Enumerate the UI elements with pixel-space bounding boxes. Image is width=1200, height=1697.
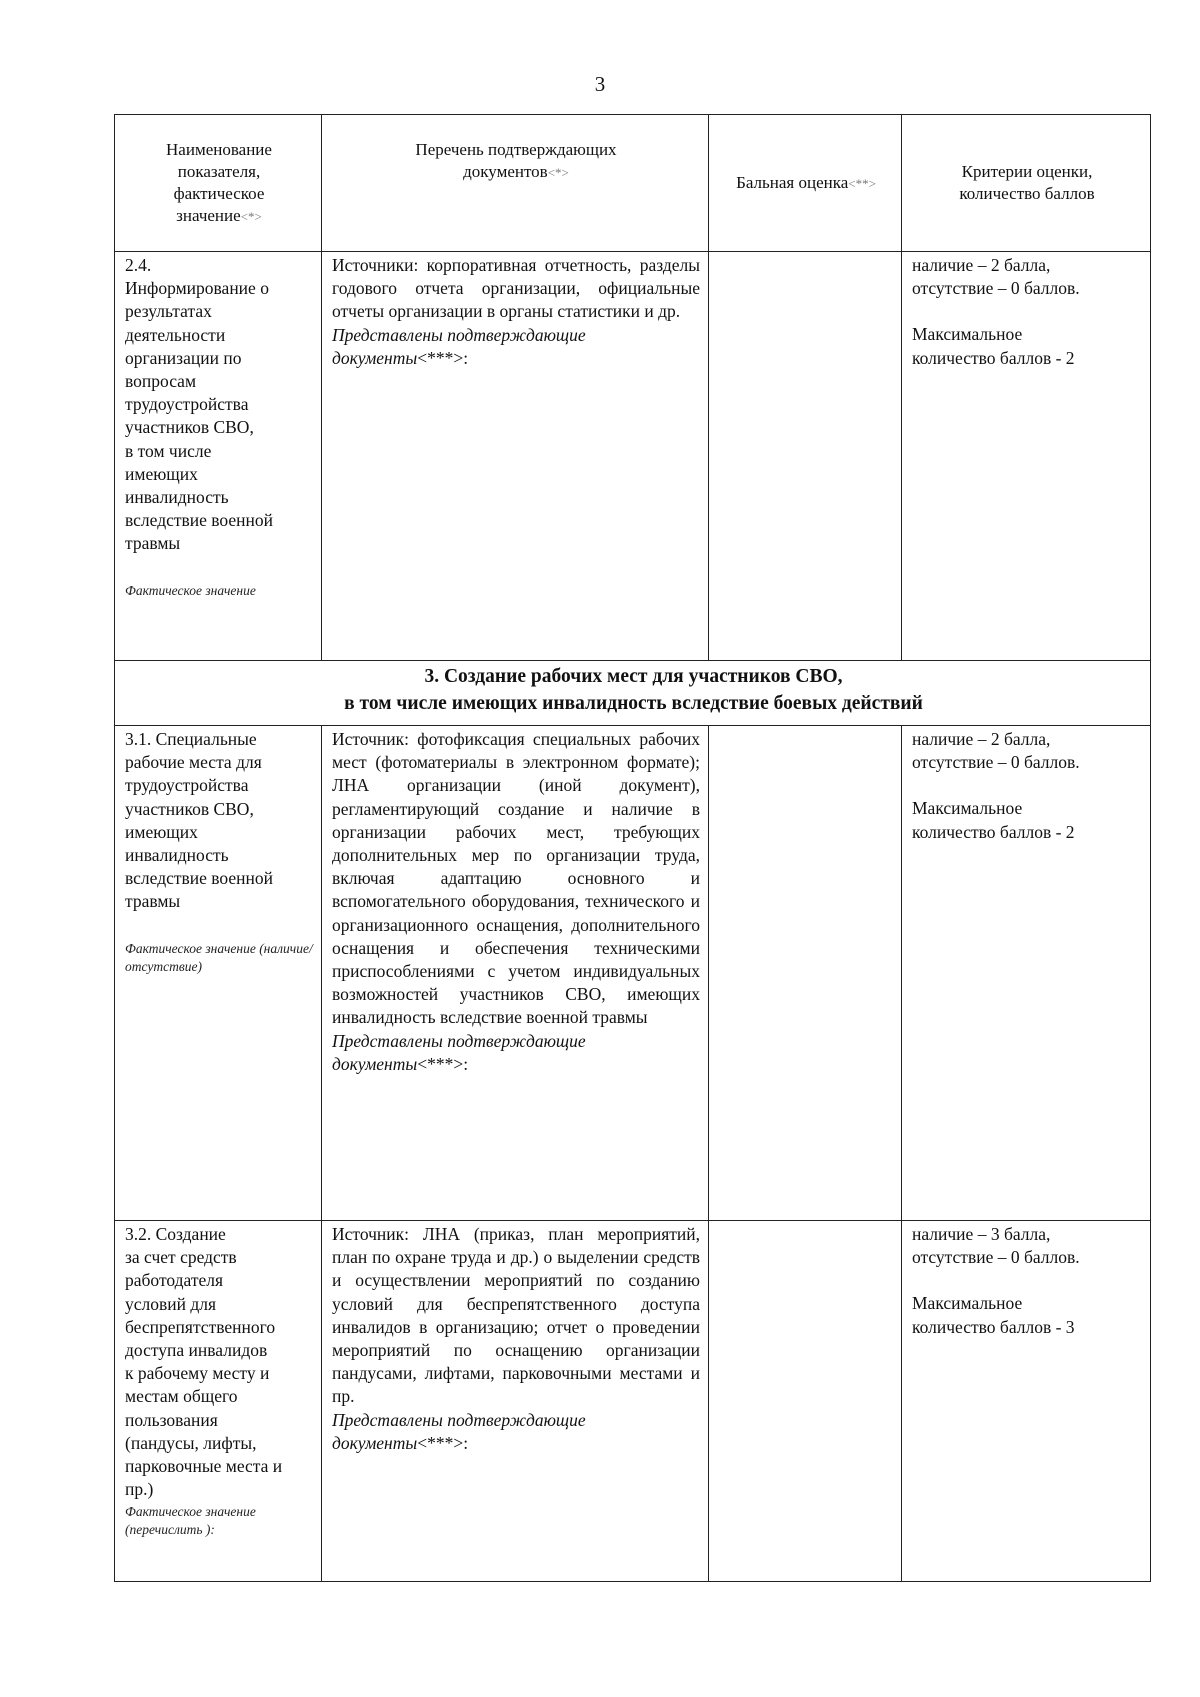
max-score-line: Максимальное xyxy=(912,324,1023,345)
indicator-name-cell xyxy=(115,1221,322,1582)
section-title-line: в том числе имеющих инвалидность вследствие боевых действий xyxy=(344,693,923,714)
confirm-text: Представлены подтверждающие документы xyxy=(332,1409,586,1453)
header-col2-text: документов xyxy=(463,162,548,181)
source-text: Источники: корпоративная отчетность, разделы годового отчета организации, официальные отчеты организации в органы статистики и др. xyxy=(332,255,700,322)
criteria-line: отсутствие – 0 баллов. xyxy=(912,278,1080,299)
header-col1-line xyxy=(125,205,313,228)
criteria-line: наличие – 2 балла, xyxy=(912,255,1051,275)
header-col2-line xyxy=(332,161,700,184)
documents-cell xyxy=(322,1221,709,1582)
section-3-header-row xyxy=(115,661,1151,726)
indicator-name-line: условий для xyxy=(125,1293,217,1314)
criteria-line: отсутствие – 0 баллов. xyxy=(912,1247,1080,1268)
indicator-name-line: вследствие военной xyxy=(125,868,274,889)
indicator-name-line: в том числе xyxy=(125,440,212,461)
indicator-name-line: травмы xyxy=(125,891,181,912)
header-col1-line: показателя, xyxy=(177,161,261,181)
indicator-name-line: доступа инвалидов xyxy=(125,1340,268,1361)
indicator-name-line: деятельности xyxy=(125,324,226,345)
footnote-mark: <*> xyxy=(547,165,569,180)
indicator-name-line: Информирование о xyxy=(125,278,269,299)
header-col2-line: Перечень подтверждающих xyxy=(415,140,617,159)
table-row-2-4 xyxy=(115,252,1151,661)
indicator-name-line: трудоустройства xyxy=(125,394,249,415)
confirm-text: Представлены подтверждающие документы xyxy=(332,324,586,368)
max-score-line: Максимальное xyxy=(912,1293,1023,1314)
footnote-mark: <***>: xyxy=(417,347,469,368)
footnote-mark: <*> xyxy=(240,208,262,224)
indicator-name-line: инвалидность xyxy=(125,487,229,508)
indicator-name-line: местам общего xyxy=(125,1386,238,1407)
section-title-line: 3. Создание рабочих мест для участников СВО, xyxy=(424,666,843,687)
indicator-name-line: организации по xyxy=(125,347,242,368)
page-number: 3 xyxy=(594,72,606,96)
indicator-name-line: трудоустройства xyxy=(125,775,249,796)
indicator-name-line: 3.1. Специальные xyxy=(125,729,257,749)
indicator-name-line: рабочие места для xyxy=(125,752,262,773)
indicator-name-line: имеющих xyxy=(125,821,198,842)
indicator-name-line: 2.4. xyxy=(125,255,152,275)
indicator-name-cell xyxy=(115,726,322,1221)
confirm-text: Представлены подтверждающие документы xyxy=(332,1030,586,1074)
indicator-name-line: пр.) xyxy=(125,1479,154,1500)
score-cell[interactable] xyxy=(709,726,902,1221)
criteria-table xyxy=(114,114,1151,1582)
criteria-cell xyxy=(902,1221,1151,1582)
source-text: Источник: фотофиксация специальных рабочих мест (фотоматериалы в электронном формате); ЛНА организации (иной документ), регламентирующий создание и наличие в организации рабочих мест, требующих дополнительных мер по организации труда, включая адаптацию основного и вспомогательного оборудования, технического и организационного оснащения, дополнительного оснащения и обеспечения техническими приспособлениями с учетом индивидуальных возможностей участников СВО, имеющих инвалидность вследствие военной травмы xyxy=(332,729,700,1028)
documents-cell xyxy=(322,252,709,661)
criteria-line: наличие – 2 балла, xyxy=(912,729,1051,749)
indicator-name-line: инвалидность xyxy=(125,845,229,866)
score-cell[interactable] xyxy=(709,252,902,661)
indicator-name-line: работодателя xyxy=(125,1270,224,1291)
source-text: Источник: ЛНА (приказ, план мероприятий, план по охране труда и др.) о выделении средств и осуществлении мероприятий по созданию условий для беспрепятственного доступа инвалидов в организацию; отчет о проведении мероприятий по оснащению организации пандусами, лифтами, парковочными местами и пр. xyxy=(332,1224,700,1407)
documents-cell xyxy=(322,726,709,1221)
indicator-name-line: к рабочему месту и xyxy=(125,1363,270,1384)
footnote-mark: <***>: xyxy=(417,1432,469,1453)
indicator-name-line: участников СВО, xyxy=(125,417,254,438)
indicator-name-line: имеющих xyxy=(125,463,198,484)
indicator-name-line: беспрепятственного xyxy=(125,1316,276,1337)
indicator-name-line: вследствие военной xyxy=(125,510,274,531)
indicator-name-line: парковочные места и xyxy=(125,1456,283,1477)
footnote-mark: <**> xyxy=(848,175,876,191)
indicator-name-line: результатах xyxy=(125,301,212,322)
max-score-line: количество баллов - 2 xyxy=(912,347,1075,368)
header-col4-line: количество баллов xyxy=(959,184,1095,203)
indicator-name-line: (пандусы, лифты, xyxy=(125,1432,257,1453)
indicator-name-line: травмы xyxy=(125,533,181,554)
actual-value-label: Фактическое значение (наличие/отсутствие) xyxy=(125,940,313,974)
criteria-line: отсутствие – 0 баллов. xyxy=(912,752,1080,773)
max-score-line: количество баллов - 2 xyxy=(912,821,1075,842)
indicator-name-line: вопросам xyxy=(125,371,197,392)
indicator-name-line: за счет средств xyxy=(125,1247,237,1268)
indicator-name-line: 3.2. Создание xyxy=(125,1224,226,1244)
header-col3-text: Бальная оценка xyxy=(736,172,849,192)
header-col1-line: Наименование xyxy=(166,139,272,159)
indicator-name-line: пользования xyxy=(125,1409,218,1430)
header-indicator-name xyxy=(115,115,322,252)
header-col4-line: Критерии оценки, xyxy=(961,162,1093,181)
actual-value-label: Фактическое значение (перечислить ): xyxy=(125,1504,256,1538)
section-3-title xyxy=(115,661,1151,726)
confirm-documents xyxy=(332,1409,700,1455)
table-row-3-1 xyxy=(115,726,1151,1221)
header-col1-text: значение xyxy=(176,205,241,225)
criteria-cell xyxy=(902,252,1151,661)
confirm-documents xyxy=(332,1030,700,1076)
indicator-name-line: участников СВО, xyxy=(125,798,254,819)
header-criteria xyxy=(902,115,1151,252)
header-score xyxy=(709,115,902,252)
indicator-name-cell xyxy=(115,252,322,661)
actual-value-label: Фактическое значение xyxy=(125,582,256,598)
table-row-3-2 xyxy=(115,1221,1151,1582)
confirm-documents xyxy=(332,324,700,370)
score-cell[interactable] xyxy=(709,1221,902,1582)
table-header-row xyxy=(115,115,1151,252)
header-documents-list xyxy=(322,115,709,252)
criteria-cell xyxy=(902,726,1151,1221)
max-score-line: количество баллов - 3 xyxy=(912,1316,1075,1337)
footnote-mark: <***>: xyxy=(417,1053,469,1074)
header-col1-line: фактическое xyxy=(173,183,265,203)
criteria-line: наличие – 3 балла, xyxy=(912,1224,1051,1244)
max-score-line: Максимальное xyxy=(912,798,1023,819)
